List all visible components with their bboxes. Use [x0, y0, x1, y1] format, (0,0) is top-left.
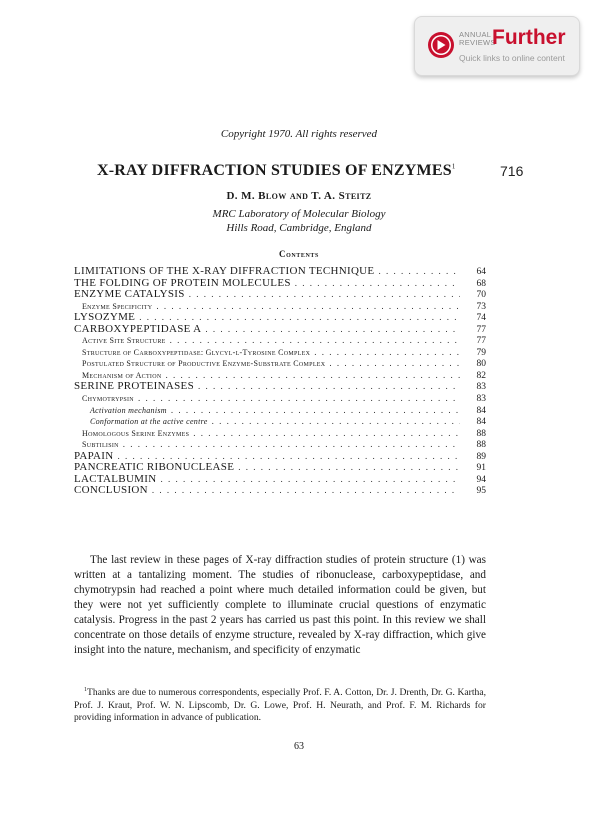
toc-entry-title: CARBOXYPEPTIDASE A — [74, 323, 202, 335]
toc-entry — [74, 289, 486, 301]
toc-entry — [74, 324, 486, 336]
authors: D. M. Blow and T. A. Steitz — [226, 190, 372, 202]
toc-entry — [74, 312, 486, 324]
footnote-mark: 1 — [84, 687, 87, 693]
affiliation-line-1: MRC Laboratory of Molecular Biology — [212, 208, 386, 220]
toc-entry-page: 64 — [476, 267, 486, 277]
toc-entry — [74, 485, 486, 497]
toc-entry-title: ENZYME CATALYSIS — [74, 289, 185, 301]
footnote: $^1$Thanks are due to numerous correspondents, especially Prof. F. A. Cotton, Dr. J. Drenth, Dr. G. Kartha, Prof. J. Kraut, Prof. W. N. Lipscomb, Dr. G. Lowe, Prof. H. Neurath, and Prof. F. M. Richards for providing information in advance of publication. — [74, 687, 486, 724]
toc-entry-page: 83 — [476, 382, 486, 393]
toc-entry-title: CONCLUSION — [74, 485, 148, 497]
toc-entry-title: LACTALBUMIN — [74, 473, 157, 485]
toc-leader-dots — [166, 370, 461, 382]
toc-entry-title: SERINE PROTEINASES — [74, 381, 194, 393]
affiliation-line-2: Hills Road, Cambridge, England — [226, 222, 372, 234]
toc-entry-page: 82 — [476, 370, 486, 381]
toc-entry — [74, 301, 486, 313]
toc-entry — [74, 278, 486, 290]
toc-leader-dots — [170, 335, 460, 347]
toc-entry-page: 84 — [476, 417, 486, 428]
toc-entry-title: Structure of Carboxypeptidase: Glycyl-l-Tyrosine Complex — [82, 347, 311, 357]
toc-entry-page: 88 — [476, 440, 486, 451]
toc-entry-title: Chymotrypsin — [82, 394, 134, 404]
toc-leader-dots — [238, 462, 460, 474]
toc-entry-page: 95 — [476, 486, 486, 497]
toc-entry-page: 79 — [476, 347, 486, 358]
toc-entry-page: 89 — [476, 451, 486, 462]
toc-entry-title: PANCREATIC RIBONUCLEASE — [74, 462, 235, 474]
toc-entry-title: Conformation at the active centre — [90, 417, 208, 427]
toc-leader-dots — [193, 428, 460, 440]
toc-entry-title: Homologous Serine Enzymes — [82, 428, 190, 438]
toc-entry — [74, 266, 486, 278]
toc-leader-dots — [329, 358, 460, 370]
further-wordmark: Further — [492, 26, 566, 49]
toc-entry-page: 88 — [476, 428, 486, 439]
toc-entry-title: Enzyme Specificity — [82, 301, 153, 311]
toc-entry — [74, 347, 486, 359]
table-of-contents — [74, 266, 486, 497]
toc-leader-dots — [212, 416, 460, 428]
toc-leader-dots — [139, 312, 460, 324]
copyright-notice: Copyright 1970. All rights reserved — [220, 128, 378, 140]
toc-entry-title: LYSOZYME — [74, 312, 136, 324]
toc-leader-dots — [189, 289, 460, 301]
toc-entry-title: LIMITATIONS OF THE X-RAY DIFFRACTION TECHNIQUE — [74, 266, 375, 277]
page-number: 63 — [294, 741, 304, 752]
badge-tagline: Quick links to online content — [459, 53, 565, 63]
toc-leader-dots — [152, 485, 460, 497]
toc-entry — [74, 370, 486, 382]
toc-entry-title: Postulated Structure of Productive Enzyme-Substrate Complex — [82, 359, 326, 369]
toc-entry — [74, 428, 486, 440]
toc-entry — [74, 474, 486, 486]
toc-entry-title: Activation mechanism — [90, 405, 167, 415]
toc-entry-page: 94 — [476, 474, 486, 485]
toc-entry-page: 68 — [476, 278, 486, 289]
toc-entry-title: Active Site Structure — [82, 336, 166, 346]
toc-entry-page: 83 — [476, 394, 486, 405]
annual-reviews-logo-text: ANNUAL REVIEWS — [459, 30, 496, 47]
annual-reviews-further-badge[interactable] — [414, 16, 580, 76]
toc-entry-title: PAPAIN — [74, 450, 114, 462]
contents-heading: Contents — [279, 249, 319, 259]
toc-entry — [74, 381, 486, 393]
toc-leader-dots — [295, 278, 460, 290]
toc-entry-page: 74 — [476, 313, 486, 324]
toc-entry — [74, 416, 486, 428]
toc-entry-page: 77 — [476, 324, 486, 335]
toc-entry-title: Subtilisin — [82, 440, 119, 450]
toc-entry — [74, 451, 486, 463]
article-title: X-RAY DIFFRACTION STUDIES OF ENZYMES$^1$ — [97, 162, 456, 179]
toc-entry — [74, 462, 486, 474]
toc-entry-page: 91 — [476, 463, 486, 474]
toc-entry-title: Mechanism of Action — [82, 370, 162, 380]
toc-entry — [74, 358, 486, 370]
toc-entry-title: THE FOLDING OF PROTEIN MOLECULES — [74, 277, 291, 289]
toc-entry-page: 73 — [476, 301, 486, 312]
toc-leader-dots — [160, 474, 460, 486]
toc-leader-dots — [156, 301, 460, 313]
toc-entry-page: 80 — [476, 359, 486, 370]
toc-entry-page: 77 — [476, 336, 486, 347]
body-paragraph: The last review in these pages of X-ray diffraction studies of protein structure (1) was written at a tantalizing moment. The studies of ribonuclease, carboxypeptidase, and chymotrypsin had reached a point where much detailed information could be given, but they were not yet sufficiently complete to illuminate crucial questions of enzymatic catalysis. Progress in the past 2 years has carried us past this point. In this review we shall concentrate on those details of enzyme structure, revealed by X-ray diffraction, which give insight into the nature, mechanism, and specificity of enzymatic — [74, 554, 486, 656]
reference-number: 716 — [500, 163, 524, 179]
toc-leader-dots — [118, 451, 460, 463]
toc-leader-dots — [378, 266, 460, 278]
toc-leader-dots — [198, 381, 460, 393]
toc-entry — [74, 405, 486, 417]
play-arrow-icon — [427, 31, 455, 59]
toc-entry-page: 70 — [476, 290, 486, 301]
toc-leader-dots — [205, 324, 460, 336]
toc-leader-dots — [171, 405, 460, 417]
toc-leader-dots — [123, 439, 460, 451]
toc-leader-dots — [138, 393, 460, 405]
toc-entry — [74, 439, 486, 451]
title-footnote-mark: 1 — [451, 162, 456, 171]
toc-entry-page: 84 — [476, 405, 486, 416]
toc-entry — [74, 335, 486, 347]
toc-entry — [74, 393, 486, 405]
toc-leader-dots — [314, 347, 460, 359]
